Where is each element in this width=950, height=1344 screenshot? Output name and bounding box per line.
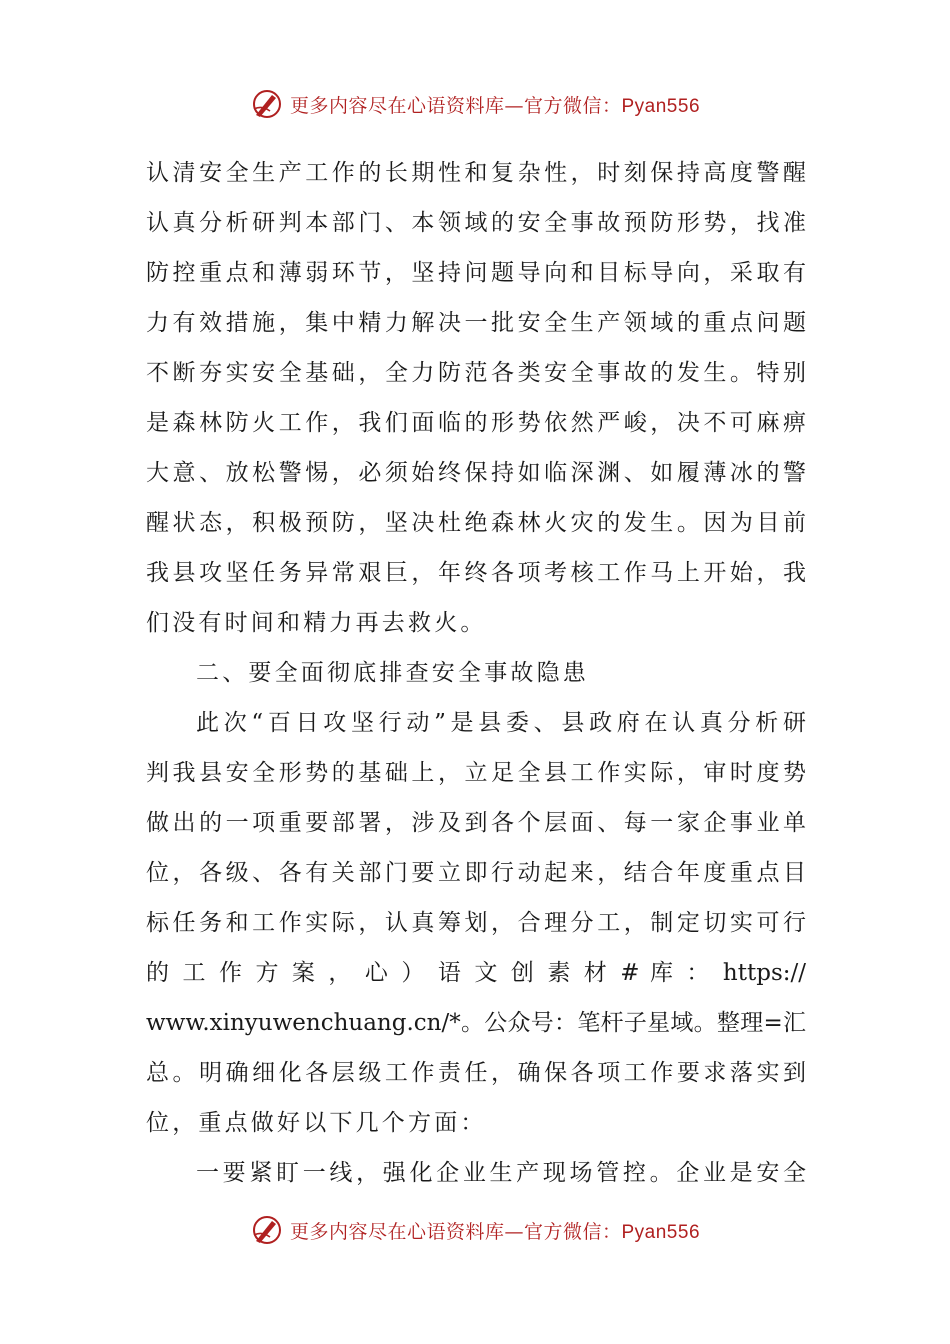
body-line: 是森林防火工作，我们面临的形势依然严峻，决不可麻痹 bbox=[146, 410, 806, 436]
footer-wechat-id: Pyan556 bbox=[621, 1221, 701, 1243]
body-line: 一要紧盯一线，强化企业生产现场管控。企业是安全 bbox=[196, 1160, 806, 1186]
body-line: 不断夯实安全基础，全力防范各类安全事故的发生。特别 bbox=[146, 360, 806, 386]
header-banner bbox=[0, 84, 950, 124]
body-line: 认真分析研判本部门、本领域的安全事故预防形势，找准 bbox=[146, 210, 806, 236]
header-label: 更多内容尽在心语资料库—官方微信： bbox=[289, 94, 622, 117]
body-line: 认清安全生产工作的长期性和复杂性，时刻保持高度警醒 bbox=[146, 160, 806, 186]
body-line: 位，重点做好以下几个方面： bbox=[146, 1110, 487, 1136]
body-line: 醒状态，积极预防，坚决杜绝森林火灾的发生。因为目前 bbox=[146, 510, 806, 536]
document-body bbox=[146, 148, 806, 1198]
section-heading: 二、要全面彻底排查安全事故隐患 bbox=[196, 660, 589, 686]
pen-logo-icon bbox=[250, 1213, 284, 1247]
header-wechat-id: Pyan556 bbox=[621, 95, 701, 117]
body-line: 我县攻坚任务异常艰巨，年终各项考核工作马上开始，我 bbox=[146, 560, 806, 586]
footer-label: 更多内容尽在心语资料库—官方微信： bbox=[289, 1220, 622, 1243]
body-line: 做出的一项重要部署，涉及到各个层面、每一家企事业单 bbox=[146, 810, 806, 836]
body-line: 们没有时间和精力再去救火。 bbox=[146, 610, 487, 636]
body-line: 此次“百日攻坚行动”是县委、县政府在认真分析研 bbox=[196, 710, 806, 736]
body-line: 大意、放松警惕，必须始终保持如临深渊、如履薄冰的警 bbox=[146, 460, 806, 486]
pen-logo-icon bbox=[250, 87, 284, 121]
body-line: 总。明确细化各层级工作责任，确保各项工作要求落实到 bbox=[146, 1060, 806, 1086]
body-line: 判我县安全形势的基础上，立足全县工作实际，审时度势 bbox=[146, 760, 806, 786]
body-line: 力有效措施，集中精力解决一批安全生产领域的重点问题 bbox=[146, 310, 806, 336]
body-line: 位，各级、各有关部门要立即行动起来，结合年度重点目 bbox=[146, 860, 806, 886]
body-line: 的 工 作 方 案 ， 心 ） 语 文 创 素 材 # 库 ： https:// bbox=[146, 960, 806, 986]
body-line: 防控重点和薄弱环节，坚持问题导向和目标导向，采取有 bbox=[146, 260, 806, 286]
body-line-url: www.xinyuwenchuang.cn/*。公众号：笔杆子星域。整理=汇 bbox=[146, 1010, 806, 1036]
body-line: 标任务和工作实际，认真筹划，合理分工，制定切实可行 bbox=[146, 910, 806, 936]
footer-banner bbox=[0, 1210, 950, 1250]
footer-text bbox=[290, 1217, 700, 1244]
header-text bbox=[290, 91, 700, 118]
